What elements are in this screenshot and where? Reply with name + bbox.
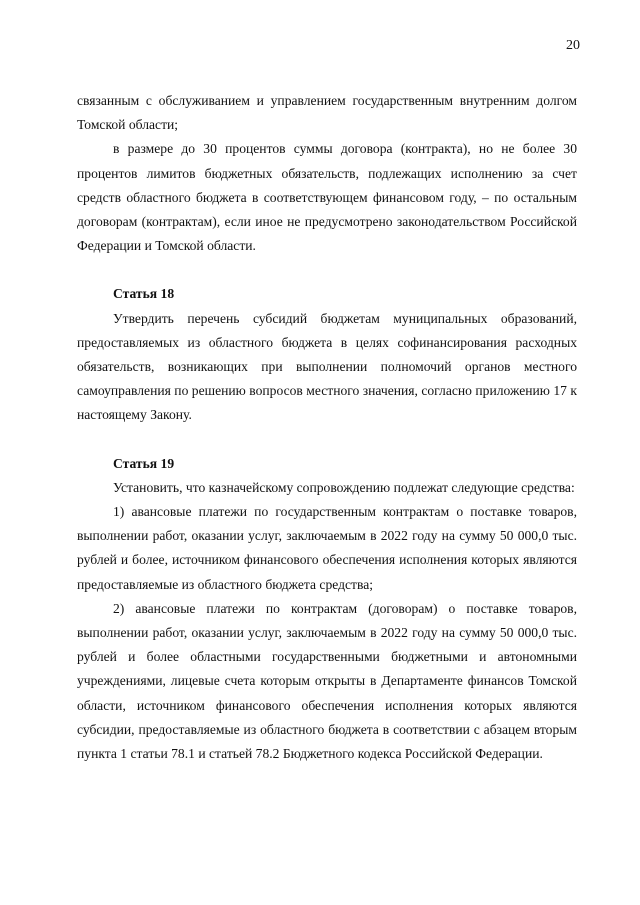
article-19-item-1: 1) авансовые платежи по государственным контрактам о поставке товаров, выполнении работ, оказании услуг, заключаемым в 2022 году на сумму 50 000,0 тыс. рублей и более, источником финансового обеспечения исполнения которых являются предоставляемые из областного бюджета средства; [77, 504, 577, 592]
article-19-item-2: 2) авансовые платежи по контрактам (договорам) о поставке товаров, выполнении работ, оказании услуг, заключаемым в 2022 году на сумму 50 000,0 тыс. рублей и более областными государственными бюджетными и автономными учреждениями, лицевые счета которым открыты в Департаменте финансов Томской области, источником финансового обеспечения исполнения которых являются субсидии, предоставляемые из областного бюджета в соответствии с абзацем вторым пункта 1 статьи 78.1 и статьей 78.2 Бюджетного кодекса Российской Федерации. [77, 600, 577, 762]
paragraph: связанным с обслуживанием и управлением государственным внутренним долгом Томской области; [77, 93, 577, 133]
paragraph: в размере до 30 процентов суммы договора (контракта), но не более 30 процентов лимитов бюджетных обязательств, подлежащих исполнению за счет средств областного бюджета в соответствующем финансовом году, – по остальным договорам (контрактам), если иное не предусмотрено законодательством Российской Федерации и Томской области. [77, 141, 577, 254]
article-19-intro: Установить, что казначейскому сопровождению подлежат следующие средства: [113, 479, 575, 495]
article-19-heading: Статья 19 [113, 455, 175, 471]
article-18-heading: Статья 18 [113, 286, 175, 302]
page-number: 20 [566, 38, 580, 53]
article-18-text: Утвердить перечень субсидий бюджетам муниципальных образований, предоставляемых из областного бюджета в целях софинансирования расходных обязательств, возникающих при выполнении полномочий органов местного самоуправления по решению вопросов местного значения, согласно приложению 17 к настоящему Закону. [77, 310, 577, 423]
document-body [77, 89, 577, 766]
